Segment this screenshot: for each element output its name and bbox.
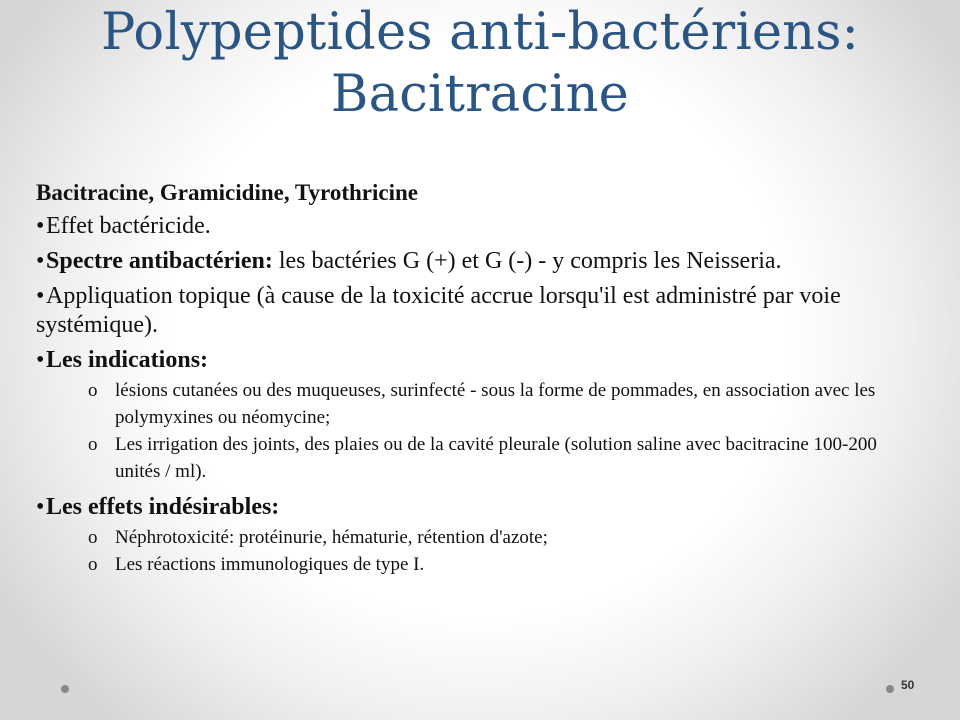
- list-item: [88, 524, 916, 551]
- list-item-text: lésions cutanées ou des muqueuses, surinfecté - sous la forme de pommades, en association avec les polymyxines ou néomycine;: [115, 380, 876, 428]
- footer-right-dot: [886, 685, 894, 693]
- list-item-text: Les irrigation des joints, des plaies ou de la cavité pleurale (solution saline avec bacitracine 100-200 unités / ml).: [115, 434, 877, 482]
- bullet-marker: •: [36, 248, 45, 274]
- bullet-item: [36, 493, 916, 522]
- bullet-item: [36, 247, 916, 276]
- sub-bullet-marker: o: [88, 434, 98, 455]
- page-number: 50: [901, 678, 915, 692]
- bullet-marker: •: [36, 283, 45, 309]
- bullet-bold: Les indications:: [46, 347, 209, 373]
- list-item-text: Néphrotoxicité: protéinurie, hématurie, rétention d'azote;: [115, 527, 548, 548]
- list-item-text: Les réactions immunologiques de type I.: [115, 554, 425, 575]
- bullet-text: Effet bactéricide.: [46, 213, 211, 239]
- list-item: [88, 551, 916, 578]
- slide-title-line-2: Bacitracine: [330, 65, 630, 124]
- sub-bullet-marker: o: [88, 380, 98, 401]
- bullet-item: [36, 282, 916, 340]
- bullet-marker: •: [36, 347, 45, 373]
- list-item: [88, 431, 916, 485]
- bullet-item: [36, 212, 916, 241]
- slide-title-line-1: Polypeptides anti-bactériens:: [100, 3, 860, 62]
- bullet-bold: Spectre antibactérien:: [46, 248, 273, 274]
- slide-title: [0, 2, 960, 126]
- slide-content: [36, 178, 916, 586]
- footer-left-dot: [61, 685, 69, 693]
- content-heading: Bacitracine, Gramicidine, Tyrothricine: [36, 180, 418, 205]
- bullet-text: les bactéries G (+) et G (-) - y compris les Neisseria.: [272, 248, 782, 274]
- sub-bullet-marker: o: [88, 527, 98, 548]
- bullet-item: [36, 346, 916, 375]
- sub-bullet-marker: o: [88, 554, 98, 575]
- list-item: [88, 377, 916, 431]
- effets-heading: Les effets indésirables:: [46, 494, 280, 520]
- effets-list: [88, 524, 916, 578]
- bullet-text: Appliquation topique (à cause de la toxicité accrue lorsqu'il est administré par voie systémique).: [36, 283, 841, 338]
- bullet-marker: •: [36, 213, 45, 239]
- bullet-marker: •: [36, 494, 45, 520]
- indications-list: [88, 377, 916, 485]
